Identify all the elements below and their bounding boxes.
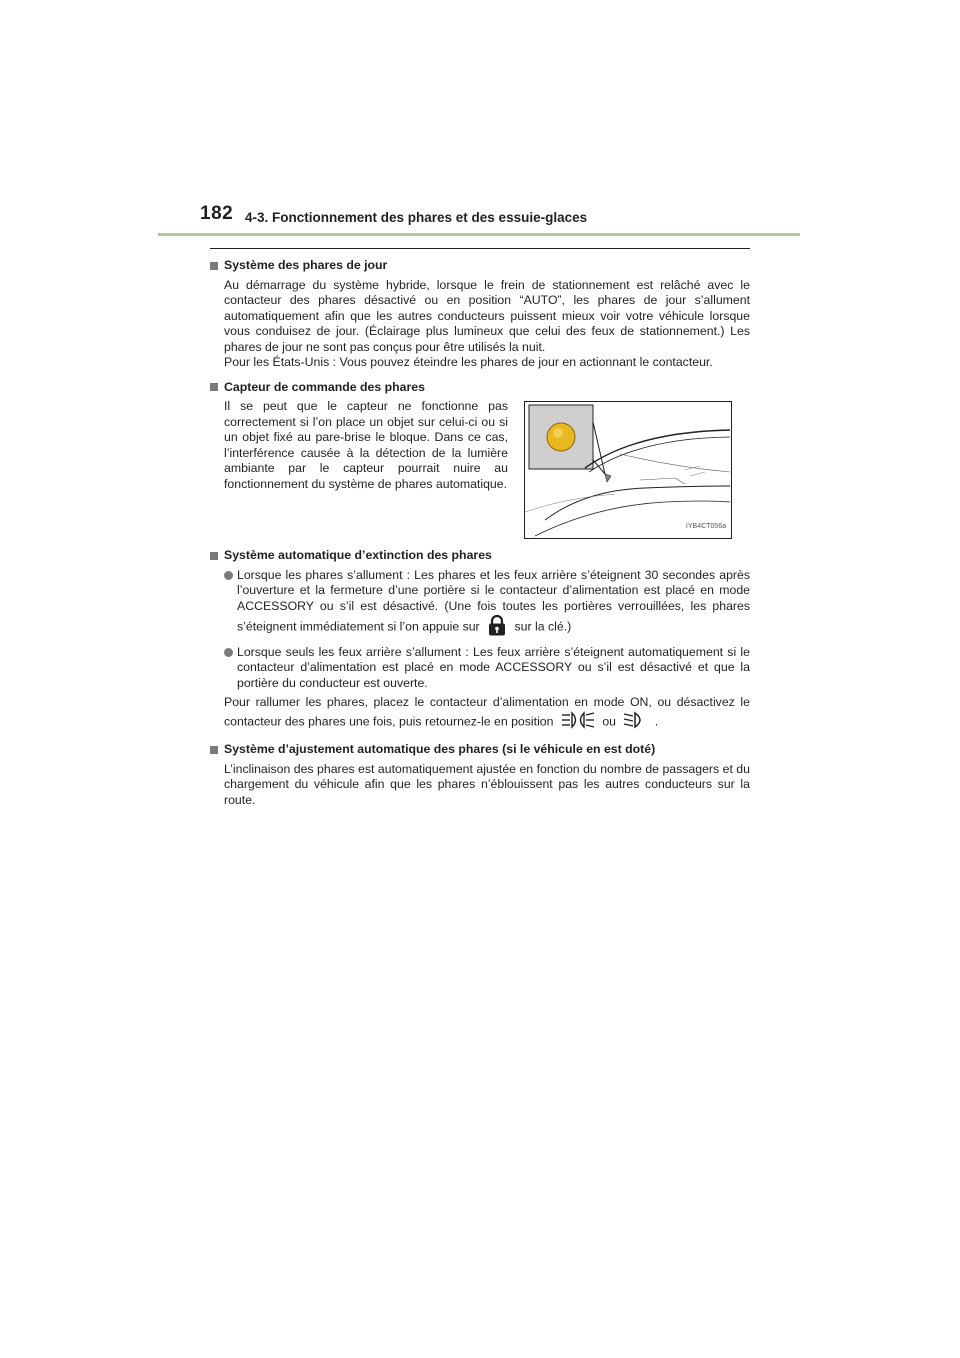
square-bullet-icon — [210, 746, 218, 754]
paragraph: L’inclinaison des phares est automatiquement ajustée en fonction du nombre de passagers et du chargement du véhicule afin que les phares n’éblouissent pas les autres conducteurs sur la route. — [224, 761, 750, 807]
page-content — [210, 258, 750, 817]
paragraph: Au démarrage du système hybride, lorsque le frein de stationnement est relâché avec le contacteur des phares désactivé ou en position “AUTO”, les phares de jour s’allument automatiquement afin que les autres conducteurs puissent mieux voir votre véhicule lorsque vous conduisez de jour. (Éclairage plus lumineux que celui des feux de stationnement.) Les phares de jour ne sont pas conçus pour être utilisés la nuit. — [224, 277, 750, 354]
paragraph: Il se peut que le capteur ne fonctionne pas correctement si l’on place un objet sur celui-ci ou si un objet fixé au pare-brise le bloque. Dans ce cas, l’interférence causée à la détection de la lumière ambiante par le capteur pourrait nuire au fonctionnement du système de phares automatique. — [224, 399, 508, 491]
paragraph: Pour les États-Unis : Vous pouvez éteindre les phares de jour en actionnant le contacteur. — [224, 355, 713, 369]
section-light-sensor — [210, 380, 750, 540]
page-number: 182 — [200, 203, 234, 224]
section-title-text: Système des phares de jour — [224, 258, 388, 272]
section-daytime-lights — [210, 258, 750, 371]
square-bullet-icon — [210, 383, 218, 391]
section-auto-leveling — [210, 742, 750, 808]
paragraph-text: ou — [602, 714, 617, 728]
section-title — [210, 548, 750, 564]
circle-bullet-icon — [224, 648, 233, 657]
headlight-low-beam-icon — [623, 711, 647, 734]
list-item — [224, 645, 750, 692]
paragraph — [224, 695, 750, 733]
section-title — [210, 258, 750, 274]
chapter-title: 4-3. Fonctionnement des phares et des essuie-glaces — [245, 210, 588, 225]
bullet-text: Lorsque les phares s’allument : Les phares et les feux arrière s’éteignent 30 secondes après l’ouverture et la fermeture d’une portière si le contacteur d’alimentation est placé en mode ACCESSORY ou s’il est désactivé. (Une fois toutes les portières verrouillées, les phares s’éteignent immédiatement si l’on appuie sur — [237, 567, 750, 634]
bullet-text: Lorsque seuls les feux arrière s’allument : Les feux arrière s’éteignent automatiquement si le contacteur d’alimentation est placé en mode ACCESSORY ou s’il est désactivé et que la portière du conducteur est ouverte. — [237, 644, 750, 690]
headlight-auto-icon — [561, 711, 595, 734]
section-title-text: Système d’ajustement automatique des phares (si le véhicule en est doté) — [224, 742, 656, 756]
square-bullet-icon — [210, 552, 218, 560]
header-rule — [158, 233, 800, 236]
section-auto-off — [210, 548, 750, 733]
lock-icon — [487, 614, 507, 641]
paragraph-text: . — [654, 714, 659, 728]
square-bullet-icon — [210, 262, 218, 270]
section-rule — [210, 248, 750, 249]
list-item — [224, 568, 750, 641]
figure-code: IYB4CT056a — [685, 522, 726, 530]
section-title-text: Système automatique d’extinction des phares — [224, 548, 492, 562]
paragraph-text: Pour rallumer les phares, placez le contacteur d’alimentation en mode ON, ou désactivez le contacteur des phares une fois, puis retournez-le en position — [224, 695, 750, 728]
bullet-text: sur la clé.) — [514, 619, 572, 634]
section-title-text: Capteur de commande des phares — [224, 379, 425, 394]
section-title — [210, 742, 750, 758]
sensor-illustration — [524, 401, 732, 539]
circle-bullet-icon — [224, 571, 233, 580]
section-title — [210, 380, 750, 396]
